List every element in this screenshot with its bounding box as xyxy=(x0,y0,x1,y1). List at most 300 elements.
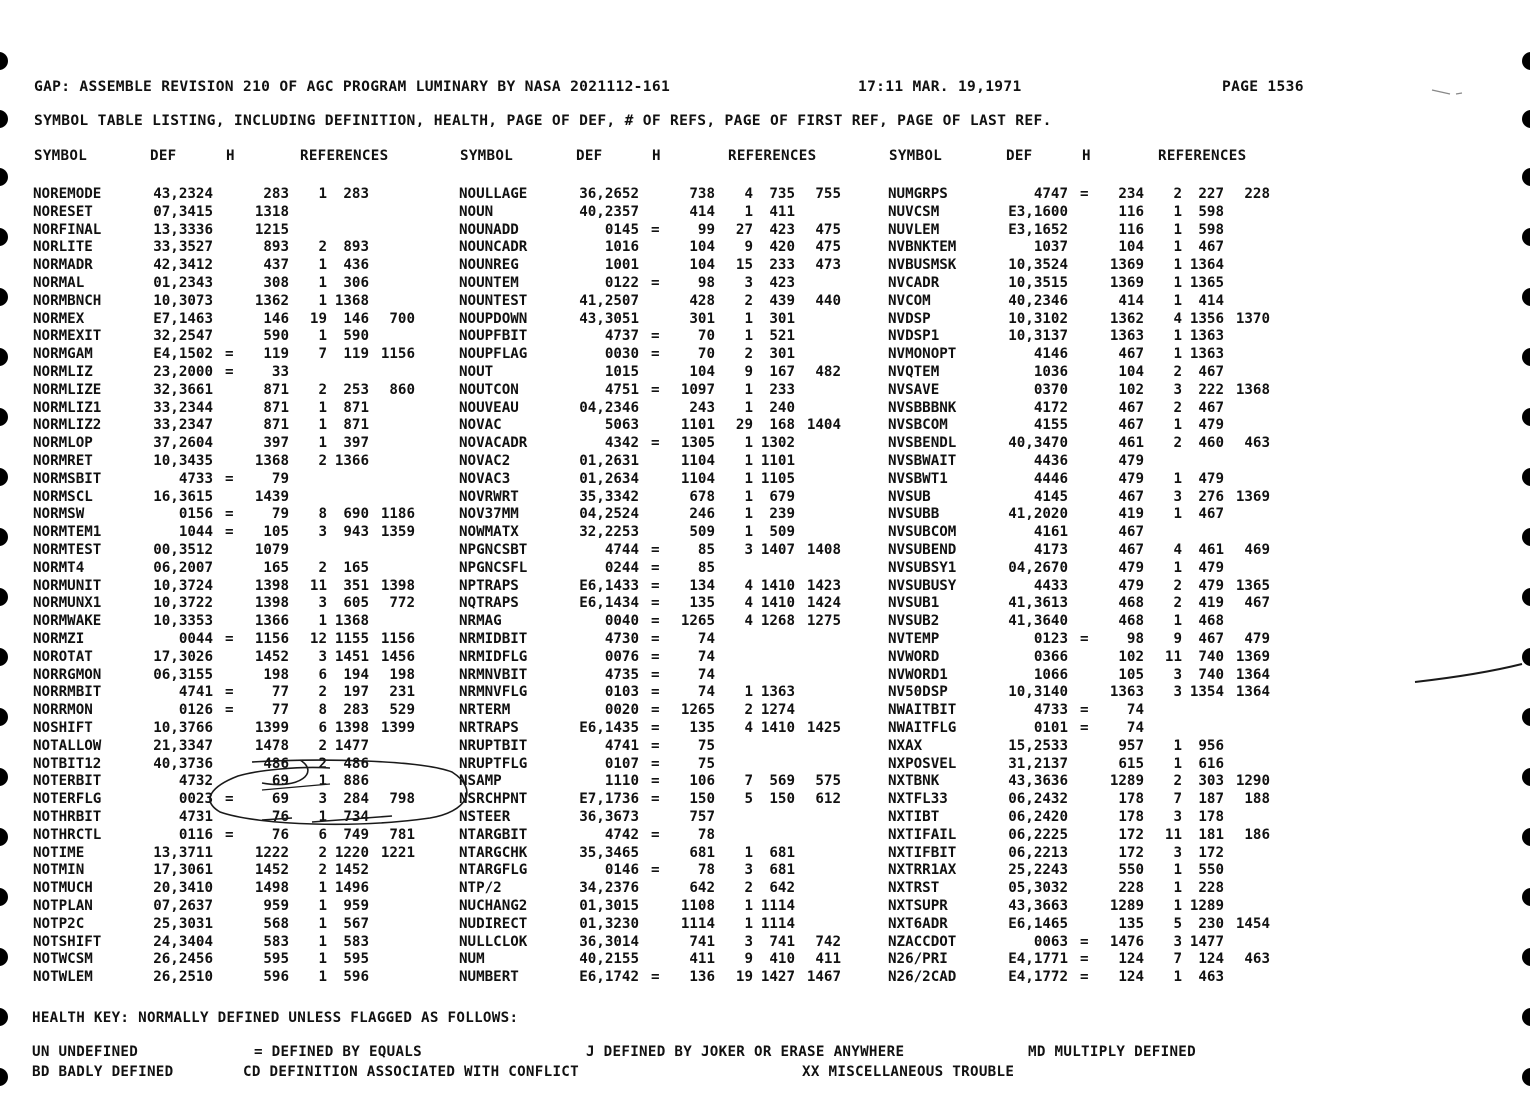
health-cell: = xyxy=(651,328,660,345)
def-page-cell: 959 xyxy=(263,898,289,914)
first-ref-cell: 681 xyxy=(769,844,795,861)
symbol-cell: NORLITE xyxy=(33,239,93,256)
symbol-cell: NVCADR xyxy=(888,275,940,291)
def-page-cell: 76 xyxy=(271,809,289,825)
symbol-cell: NUVCSM xyxy=(888,203,940,220)
def-cell: 0123 xyxy=(1033,631,1068,647)
ref-count-cell: 1 xyxy=(744,453,753,469)
symbol-cell: NXTBNK xyxy=(888,773,940,790)
table-row xyxy=(33,613,1333,631)
punch-hole xyxy=(1522,948,1530,966)
first-ref-cell: 436 xyxy=(343,257,369,274)
def-cell: 5063 xyxy=(604,417,639,434)
first-ref-cell: 1363 xyxy=(1189,328,1224,345)
punch-hole xyxy=(0,52,8,70)
first-ref-cell: 521 xyxy=(769,328,795,345)
def-page-cell: 428 xyxy=(689,292,715,309)
def-cell: 0116 xyxy=(178,826,213,843)
symbol-cell: NV50DSP xyxy=(888,684,948,701)
ref-count-cell: 1 xyxy=(1173,203,1182,220)
def-cell: 1066 xyxy=(1033,666,1068,683)
symbol-cell: NOTSHIFT xyxy=(33,933,102,950)
first-ref-cell: 1452 xyxy=(334,862,369,879)
symbol-cell: NSTEER xyxy=(459,809,511,825)
table-row xyxy=(33,311,1333,329)
def-cell: 32,2547 xyxy=(153,328,213,345)
def-page-cell: 871 xyxy=(263,399,289,416)
col-header-symbol: SYMBOL xyxy=(889,148,943,164)
table-row xyxy=(33,293,1333,311)
ref-count-cell: 1 xyxy=(1173,506,1182,523)
first-ref-cell: 467 xyxy=(1198,631,1224,647)
last-ref-cell: 231 xyxy=(389,684,415,701)
symbol-cell: NOUPFLAG xyxy=(459,346,528,363)
ref-count-cell: 2 xyxy=(744,346,753,363)
punch-hole xyxy=(1522,528,1530,546)
def-page-cell: 1097 xyxy=(680,381,715,398)
def-cell: 0063 xyxy=(1033,933,1068,950)
punch-hole xyxy=(1522,110,1530,128)
first-ref-cell: 569 xyxy=(769,773,795,790)
symbol-cell: NOVRWRT xyxy=(459,488,519,505)
def-cell: 36,3673 xyxy=(579,809,639,825)
symbol-cell: NOTMIN xyxy=(33,862,85,879)
symbol-cell: NOROTAT xyxy=(33,648,93,665)
ref-count-cell: 3 xyxy=(318,648,327,665)
health-cell: = xyxy=(225,364,234,380)
table-row xyxy=(33,969,1333,987)
health-cell: = xyxy=(651,969,660,986)
def-cell: 4737 xyxy=(604,328,639,345)
def-cell: 40,2357 xyxy=(579,203,639,220)
def-cell: 25,2243 xyxy=(1008,862,1068,879)
def-cell: E4,1771 xyxy=(1008,951,1068,968)
symbol-cell: NORMBNCH xyxy=(33,292,102,309)
def-page-cell: 468 xyxy=(1118,595,1144,612)
symbol-cell: NRMAG xyxy=(459,613,502,630)
ref-count-cell: 1 xyxy=(744,203,753,220)
first-ref-cell: 1365 xyxy=(1189,275,1224,291)
symbol-cell: NTARGBIT xyxy=(459,826,528,843)
def-cell: 16,3615 xyxy=(153,488,213,505)
def-page-cell: 1452 xyxy=(254,648,289,665)
health-cell: = xyxy=(225,524,234,541)
def-page-cell: 957 xyxy=(1118,737,1144,754)
last-ref-cell: 1456 xyxy=(380,648,415,665)
def-page-cell: 102 xyxy=(1118,381,1144,398)
health-cell: = xyxy=(651,702,660,719)
symbol-cell: NXTRST xyxy=(888,880,940,897)
first-ref-cell: 1364 xyxy=(1189,257,1224,274)
symbol-cell: NOTP2C xyxy=(33,915,85,932)
last-ref-cell: 1369 xyxy=(1235,648,1270,665)
last-ref-cell: 1221 xyxy=(380,844,415,861)
symbol-cell: NORMRET xyxy=(33,453,93,469)
table-row xyxy=(33,382,1333,400)
ref-count-cell: 3 xyxy=(1173,933,1182,950)
health-cell: = xyxy=(651,613,660,630)
symbol-cell: NTP/2 xyxy=(459,880,502,897)
first-ref-cell: 1289 xyxy=(1189,898,1224,914)
def-page-cell: 1114 xyxy=(680,915,715,932)
def-cell: 0040 xyxy=(604,613,639,630)
def-cell: 4731 xyxy=(178,809,213,825)
health-cell: = xyxy=(225,826,234,843)
health-cell: = xyxy=(651,755,660,772)
symbol-cell: NXAX xyxy=(888,737,923,754)
table-row xyxy=(33,738,1333,756)
symbol-cell: NVBNKTEM xyxy=(888,239,957,256)
col-header-def: DEF xyxy=(150,148,177,164)
def-page-cell: 234 xyxy=(1118,186,1144,202)
first-ref-cell: 886 xyxy=(343,773,369,790)
first-ref-cell: 1398 xyxy=(334,720,369,736)
first-ref-cell: 467 xyxy=(1198,506,1224,523)
first-ref-cell: 467 xyxy=(1198,399,1224,416)
def-cell: 01,2634 xyxy=(579,470,639,487)
def-cell: 0020 xyxy=(604,702,639,719)
last-ref-cell: 612 xyxy=(815,791,841,808)
def-cell: E6,1465 xyxy=(1008,915,1068,932)
ref-count-cell: 4 xyxy=(744,613,753,630)
ref-count-cell: 3 xyxy=(1173,381,1182,398)
col-header-references: REFERENCES xyxy=(1158,148,1247,164)
table-row xyxy=(33,542,1333,560)
def-cell: 0370 xyxy=(1033,381,1068,398)
ref-count-cell: 2 xyxy=(1173,773,1182,790)
symbol-cell: NOUNADD xyxy=(459,221,519,238)
first-ref-cell: 351 xyxy=(343,577,369,594)
def-cell: 4145 xyxy=(1033,488,1068,505)
health-cell: = xyxy=(651,221,660,238)
last-ref-cell: 228 xyxy=(1244,186,1270,202)
def-cell: 43,3051 xyxy=(579,310,639,327)
ref-count-cell: 12 xyxy=(309,631,327,647)
def-page-cell: 741 xyxy=(689,933,715,950)
def-cell: E3,1652 xyxy=(1008,221,1068,238)
def-page-cell: 116 xyxy=(1118,221,1144,238)
ref-count-cell: 2 xyxy=(318,684,327,701)
first-ref-cell: 959 xyxy=(343,898,369,914)
def-page-cell: 1289 xyxy=(1109,773,1144,790)
symbol-cell: NVSBENDL xyxy=(888,435,957,452)
def-cell: 1015 xyxy=(604,364,639,380)
symbol-cell: NVWORD xyxy=(888,648,940,665)
first-ref-cell: 590 xyxy=(343,328,369,345)
last-ref-cell: 1404 xyxy=(806,417,841,434)
symbol-cell: NUDIRECT xyxy=(459,915,528,932)
def-cell: E3,1600 xyxy=(1008,203,1068,220)
ref-count-cell: 1 xyxy=(1173,328,1182,345)
def-page-cell: 1265 xyxy=(680,613,715,630)
health-cell: = xyxy=(651,577,660,594)
ref-count-cell: 9 xyxy=(1173,631,1182,647)
def-cell: 31,2137 xyxy=(1008,755,1068,772)
ref-count-cell: 1 xyxy=(318,328,327,345)
pen-mark xyxy=(1415,664,1522,682)
first-ref-cell: 1155 xyxy=(334,631,369,647)
table-row xyxy=(33,222,1333,240)
last-ref-cell: 1369 xyxy=(1235,488,1270,505)
ref-count-cell: 4 xyxy=(1173,542,1182,558)
def-cell: 0103 xyxy=(604,684,639,701)
ref-count-cell: 2 xyxy=(318,755,327,772)
symbol-cell: NXTRR1AX xyxy=(888,862,957,879)
health-cell: = xyxy=(225,506,234,523)
symbol-cell: NSAMP xyxy=(459,773,502,790)
symbol-cell: NRMNVBIT xyxy=(459,666,528,683)
def-cell: 4732 xyxy=(178,773,213,790)
first-ref-cell: 1114 xyxy=(760,898,795,914)
last-ref-cell: 463 xyxy=(1244,951,1270,968)
last-ref-cell: 469 xyxy=(1244,542,1270,558)
symbol-cell: NOUNCADR xyxy=(459,239,528,256)
last-ref-cell: 575 xyxy=(815,773,841,790)
ref-count-cell: 6 xyxy=(318,720,327,736)
ref-count-cell: 1 xyxy=(318,969,327,986)
symbol-cell: NUMBERT xyxy=(459,969,519,986)
def-page-cell: 738 xyxy=(689,186,715,202)
health-cell: = xyxy=(651,346,660,363)
last-ref-cell: 188 xyxy=(1244,791,1270,808)
first-ref-cell: 423 xyxy=(769,275,795,291)
last-ref-cell: 742 xyxy=(815,933,841,950)
symbol-cell: NOULLAGE xyxy=(459,186,528,202)
first-ref-cell: 467 xyxy=(1198,239,1224,256)
ref-count-cell: 2 xyxy=(318,453,327,469)
symbol-cell: NORMLOP xyxy=(33,435,93,452)
def-page-cell: 1156 xyxy=(254,631,289,647)
ref-count-cell: 1 xyxy=(744,524,753,541)
health-cell: = xyxy=(225,631,234,647)
ref-count-cell: 1 xyxy=(318,399,327,416)
col-header-def: DEF xyxy=(1006,148,1033,164)
symbol-cell: NRMIDBIT xyxy=(459,631,528,647)
table-row xyxy=(33,204,1333,222)
first-ref-cell: 178 xyxy=(1198,809,1224,825)
health-cell: = xyxy=(651,720,660,736)
table-row xyxy=(33,417,1333,435)
symbol-cell: NORMLIZ2 xyxy=(33,417,102,434)
def-cell: 1037 xyxy=(1033,239,1068,256)
symbol-cell: NOTALLOW xyxy=(33,737,102,754)
symbol-cell: NOSHIFT xyxy=(33,720,93,736)
symbol-cell: N26/PRI xyxy=(888,951,948,968)
table-row xyxy=(33,649,1333,667)
def-page-cell: 479 xyxy=(1118,577,1144,594)
symbol-cell: NUMGRPS xyxy=(888,186,948,202)
symbol-cell: NRUPTFLG xyxy=(459,755,528,772)
def-cell: 0122 xyxy=(604,275,639,291)
def-page-cell: 596 xyxy=(263,969,289,986)
symbol-cell: NVSBCOM xyxy=(888,417,948,434)
last-ref-cell: 479 xyxy=(1244,631,1270,647)
first-ref-cell: 172 xyxy=(1198,844,1224,861)
def-cell: 21,3347 xyxy=(153,737,213,754)
ref-count-cell: 2 xyxy=(318,559,327,576)
def-cell: 10,3137 xyxy=(1008,328,1068,345)
first-ref-cell: 460 xyxy=(1198,435,1224,452)
symbol-cell: NOTHRBIT xyxy=(33,809,102,825)
def-cell: 40,2155 xyxy=(579,951,639,968)
def-page-cell: 414 xyxy=(1118,292,1144,309)
def-cell: E6,1742 xyxy=(579,969,639,986)
def-cell: 01,3230 xyxy=(579,915,639,932)
first-ref-cell: 681 xyxy=(769,862,795,879)
def-cell: 4733 xyxy=(178,470,213,487)
symbol-cell: NOVAC3 xyxy=(459,470,511,487)
first-ref-cell: 197 xyxy=(343,684,369,701)
symbol-cell: NORMEX xyxy=(33,310,85,327)
def-cell: 4146 xyxy=(1033,346,1068,363)
first-ref-cell: 1368 xyxy=(334,292,369,309)
symbol-cell: NOTWCSM xyxy=(33,951,93,968)
col-header-symbol: SYMBOL xyxy=(34,148,88,164)
last-ref-cell: 186 xyxy=(1244,826,1270,843)
symbol-cell: NOREMODE xyxy=(33,186,102,202)
table-row xyxy=(33,346,1333,364)
first-ref-cell: 598 xyxy=(1198,203,1224,220)
def-cell: 4446 xyxy=(1033,470,1068,487)
last-ref-cell: 772 xyxy=(389,595,415,612)
def-cell: 20,3410 xyxy=(153,880,213,897)
def-page-cell: 411 xyxy=(689,951,715,968)
def-page-cell: 69 xyxy=(271,773,289,790)
def-page-cell: 467 xyxy=(1118,542,1144,558)
health-cell: = xyxy=(1080,969,1089,986)
ref-count-cell: 27 xyxy=(735,221,753,238)
def-page-cell: 79 xyxy=(271,470,289,487)
def-page-cell: 1215 xyxy=(254,221,289,238)
ref-count-cell: 1 xyxy=(318,898,327,914)
def-cell: 4741 xyxy=(178,684,213,701)
table-row xyxy=(33,275,1333,293)
symbol-cell: NORMAL xyxy=(33,275,85,291)
last-ref-cell: 755 xyxy=(815,186,841,202)
ref-count-cell: 1 xyxy=(1173,737,1182,754)
ref-count-cell: 3 xyxy=(318,791,327,808)
table-row xyxy=(33,400,1333,418)
def-cell: 10,3524 xyxy=(1008,257,1068,274)
punch-hole xyxy=(0,110,8,128)
table-row xyxy=(33,489,1333,507)
def-page-cell: 198 xyxy=(263,666,289,683)
def-cell: 33,2344 xyxy=(153,399,213,416)
ref-count-cell: 11 xyxy=(309,577,327,594)
punch-hole xyxy=(1522,168,1530,186)
def-cell: 01,2343 xyxy=(153,275,213,291)
symbol-cell: NVSUB2 xyxy=(888,613,940,630)
symbol-cell: NVDSP1 xyxy=(888,328,940,345)
ref-count-cell: 1 xyxy=(318,417,327,434)
first-ref-cell: 230 xyxy=(1198,915,1224,932)
health-cell: = xyxy=(651,666,660,683)
health-cell: = xyxy=(651,435,660,452)
ref-count-cell: 8 xyxy=(318,702,327,719)
symbol-cell: NSRCHPNT xyxy=(459,791,528,808)
def-cell: 10,3353 xyxy=(153,613,213,630)
def-page-cell: 642 xyxy=(689,880,715,897)
def-cell: 35,3465 xyxy=(579,844,639,861)
punch-hole xyxy=(0,468,8,486)
symbol-cell: NVWORD1 xyxy=(888,666,948,683)
def-page-cell: 467 xyxy=(1118,399,1144,416)
symbol-cell: NOUPFBIT xyxy=(459,328,528,345)
symbol-cell: NRTRAPS xyxy=(459,720,519,736)
symbol-cell: NOUNREG xyxy=(459,257,519,274)
table-row xyxy=(33,506,1333,524)
def-cell: 00,3512 xyxy=(153,542,213,558)
def-cell: E4,1502 xyxy=(153,346,213,363)
col-header-symbol: SYMBOL xyxy=(460,148,514,164)
first-ref-cell: 509 xyxy=(769,524,795,541)
first-ref-cell: 165 xyxy=(343,559,369,576)
health-key-bd: BD BADLY DEFINED xyxy=(32,1064,174,1080)
health-cell: = xyxy=(1080,720,1089,736)
symbol-cell: NORRMBIT xyxy=(33,684,102,701)
ref-count-cell: 1 xyxy=(1173,613,1182,630)
def-page-cell: 568 xyxy=(263,915,289,932)
def-cell: 41,2507 xyxy=(579,292,639,309)
def-page-cell: 104 xyxy=(689,364,715,380)
first-ref-cell: 479 xyxy=(1198,417,1224,434)
def-page-cell: 1478 xyxy=(254,737,289,754)
def-cell: 04,2524 xyxy=(579,506,639,523)
first-ref-cell: 740 xyxy=(1198,648,1224,665)
def-page-cell: 74 xyxy=(697,684,715,701)
first-ref-cell: 1477 xyxy=(1189,933,1224,950)
def-page-cell: 468 xyxy=(1118,613,1144,630)
table-row xyxy=(33,773,1333,791)
ref-count-cell: 1 xyxy=(744,399,753,416)
symbol-cell: NORFINAL xyxy=(33,221,102,238)
ref-count-cell: 7 xyxy=(744,773,753,790)
def-cell: 4730 xyxy=(604,631,639,647)
health-key-joker: J DEFINED BY JOKER OR ERASE ANYWHERE xyxy=(586,1044,905,1060)
first-ref-cell: 167 xyxy=(769,364,795,380)
last-ref-cell: 529 xyxy=(389,702,415,719)
def-page-cell: 178 xyxy=(1118,791,1144,808)
ref-count-cell: 11 xyxy=(1164,648,1182,665)
table-row xyxy=(33,916,1333,934)
first-ref-cell: 228 xyxy=(1198,880,1224,897)
first-ref-cell: 1366 xyxy=(334,453,369,469)
ref-count-cell: 3 xyxy=(744,862,753,879)
def-cell: 4173 xyxy=(1033,542,1068,558)
ref-count-cell: 1 xyxy=(1173,755,1182,772)
first-ref-cell: 1496 xyxy=(334,880,369,897)
def-page-cell: 479 xyxy=(1118,559,1144,576)
def-cell: 17,3026 xyxy=(153,648,213,665)
symbol-cell: NQTRAPS xyxy=(459,595,519,612)
table-row xyxy=(33,898,1333,916)
first-ref-cell: 598 xyxy=(1198,221,1224,238)
def-page-cell: 33 xyxy=(271,364,289,380)
last-ref-cell: 1370 xyxy=(1235,310,1270,327)
ref-count-cell: 1 xyxy=(318,915,327,932)
def-page-cell: 301 xyxy=(689,310,715,327)
def-page-cell: 467 xyxy=(1118,524,1144,541)
def-cell: 4744 xyxy=(604,542,639,558)
def-page-cell: 135 xyxy=(1118,915,1144,932)
def-cell: 25,3031 xyxy=(153,915,213,932)
first-ref-cell: 616 xyxy=(1198,755,1224,772)
punch-hole xyxy=(0,708,8,726)
table-row xyxy=(33,845,1333,863)
def-page-cell: 583 xyxy=(263,933,289,950)
def-page-cell: 1362 xyxy=(1109,310,1144,327)
ref-count-cell: 2 xyxy=(744,702,753,719)
